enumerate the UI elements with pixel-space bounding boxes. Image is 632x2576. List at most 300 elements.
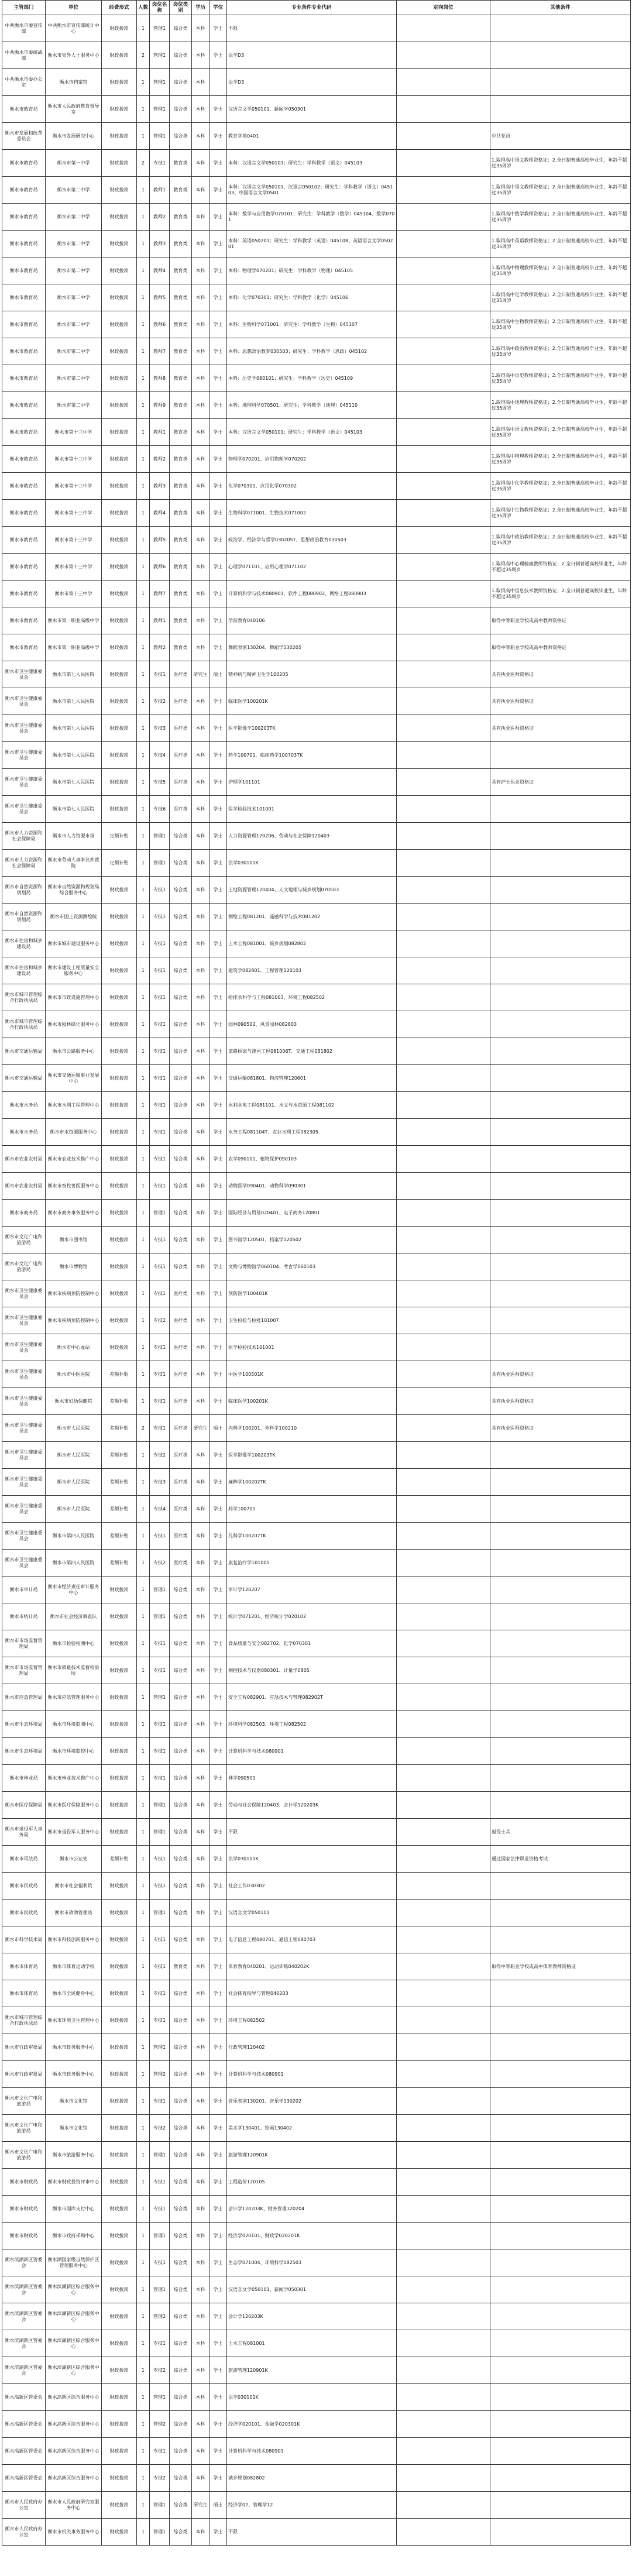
major-cell: 政治学、经济学与哲学030205T、思想政治教育030503 [227,527,397,554]
degree-cell: 学士 [209,2169,227,2196]
degree-cell: 学士 [209,1496,227,1523]
fund-cell: 财政拨款 [102,473,137,500]
post-code-cell: 专技1 [150,1873,170,1900]
other-conditions-cell [490,930,631,957]
fund-cell: 差额补贴 [102,1361,137,1388]
education-cell: 本科 [192,204,209,231]
count-cell: 1 [137,2438,150,2465]
post-category-cell: 综合类 [170,2007,192,2034]
post-category-cell: 医疗类 [170,1496,192,1523]
other-conditions-cell [490,1980,631,2007]
unit-cell: 衡水市财政投资评审中心 [46,2169,102,2196]
targeted-cell [397,1738,490,1765]
count-cell: 1 [137,1657,150,1684]
dept-cell: 衡水市教育局 [2,500,46,527]
targeted-cell [397,177,490,204]
targeted-cell [397,1361,490,1388]
dept-cell: 衡水市城市管理综合行政执法局 [2,984,46,1011]
education-cell: 本科 [192,1227,209,1253]
fund-cell: 财政拨款 [102,2223,137,2249]
dept-cell: 衡水市水务局 [2,1092,46,1119]
dept-cell: 衡水市交通运输局 [2,1038,46,1065]
post-category-cell: 综合类 [170,2276,192,2303]
major-cell: 医学影像学100203TK [227,715,397,742]
other-conditions-cell [490,1792,631,1819]
count-cell: 1 [137,204,150,231]
dept-cell: 衡水市卫生健康委员会 [2,1469,46,1496]
targeted-cell [397,957,490,984]
post-category-cell: 教育类 [170,581,192,607]
other-conditions-cell [490,1550,631,1576]
dept-cell: 衡水市农业农村局 [2,1173,46,1200]
targeted-cell [397,661,490,688]
post-category-cell: 综合类 [170,1738,192,1765]
targeted-cell [397,1684,490,1711]
education-cell: 本科 [192,527,209,554]
degree-cell: 学士 [209,284,227,311]
degree-cell: 硕士 [209,1415,227,1442]
other-conditions-cell: 1.取得高中政治教师资格证；2.全日制普通高校毕业生，年龄不超过35周岁 [490,338,631,365]
post-code-cell: 专技1 [150,1738,170,1765]
post-category-cell: 综合类 [170,2519,192,2546]
fund-cell: 财政拨款 [102,1173,137,1200]
count-cell: 1 [137,688,150,715]
education-cell: 本科 [192,877,209,904]
fund-cell: 差额补贴 [102,1550,137,1576]
fund-cell: 财政拨款 [102,904,137,930]
education-cell: 本科 [192,1334,209,1361]
degree-cell: 学士 [209,634,227,661]
dept-cell: 衡水市卫生健康委员会 [2,1361,46,1388]
table-row [2,554,631,581]
dept-cell: 衡水市市场监督管理局 [2,1657,46,1684]
fund-cell: 财政拨款 [102,1792,137,1819]
other-conditions-cell: 1.取得高中生物教师资格证；2.全日制普通高校毕业生，年龄不超过35周岁 [490,500,631,527]
unit-cell: 衡水高新区综合服务中心 [46,2411,102,2438]
count-cell: 1 [137,877,150,904]
major-cell: 儿科学100207TK [227,1523,397,1550]
table-row [2,150,631,177]
targeted-cell [397,1442,490,1469]
education-cell: 本科 [192,392,209,419]
degree-cell: 学士 [209,796,227,823]
education-cell: 本科 [192,769,209,796]
fund-cell: 财政拨款 [102,2115,137,2142]
other-conditions-cell [490,1469,631,1496]
degree-cell: 学士 [209,500,227,527]
count-cell: 1 [137,1550,150,1576]
dept-cell: 衡水高新区管委会 [2,2384,46,2411]
education-cell: 本科 [192,1200,209,1227]
other-conditions-cell: 1.取得高中数学教师资格证；2.全日制普通高校毕业生，年龄不超过35周岁 [490,204,631,231]
post-code-cell: 教师2 [150,634,170,661]
post-code-cell: 管理1 [150,2276,170,2303]
table-row [2,311,631,338]
post-code-cell: 专技6 [150,796,170,823]
fund-cell: 财政拨款 [102,2088,137,2115]
table-row [2,204,631,231]
table-header [2,1,631,15]
degree-cell: 学士 [209,1119,227,1146]
post-code-cell: 教师5 [150,527,170,554]
unit-cell: 衡水市第七人民医院 [46,769,102,796]
degree-cell: 学士 [209,1873,227,1900]
dept-cell: 衡水市人力资源和社会保障局 [2,850,46,877]
targeted-cell [397,984,490,1011]
degree-cell: 学士 [209,150,227,177]
unit-cell: 衡水市环境监控中心 [46,1738,102,1765]
count-cell: 1 [137,2384,150,2411]
post-code-cell: 专技1 [150,1146,170,1173]
unit-cell: 衡水市第二中学 [46,177,102,204]
count-cell: 1 [137,1846,150,1873]
dept-cell: 衡水市体育局 [2,1953,46,1980]
post-category-cell: 医疗类 [170,715,192,742]
count-cell: 1 [137,2061,150,2088]
dept-cell: 衡水市教育局 [2,311,46,338]
post-category-cell: 医疗类 [170,1469,192,1496]
count-cell: 1 [137,984,150,1011]
unit-cell: 衡水市自然资源和规划局综合服务中心 [46,877,102,904]
degree-cell: 学士 [209,1227,227,1253]
degree-cell: 学士 [209,1765,227,1792]
unit-cell: 衡水市第十三中学 [46,473,102,500]
count-cell: 1 [137,1388,150,1415]
count-cell: 1 [137,1630,150,1657]
other-conditions-cell: 1.取得高中历史教师资格证；2.全日制普通高校毕业生，年龄不超过35周岁 [490,365,631,392]
count-cell: 1 [137,2196,150,2223]
major-cell: 经济学020101、财政学020201K [227,2223,397,2249]
post-code-cell: 专技1 [150,1038,170,1065]
count-cell: 1 [137,1711,150,1738]
degree-cell: 学士 [209,2303,227,2330]
column-header: 主管部门 [2,1,46,15]
unit-cell: 衡水市交通运输事业发展中心 [46,1065,102,1092]
major-cell: 康复治疗学101005 [227,1550,397,1576]
fund-cell: 财政拨款 [102,1146,137,1173]
education-cell: 本科 [192,2438,209,2465]
degree-cell: 学士 [209,2357,227,2384]
post-category-cell: 医疗类 [170,1550,192,1576]
degree-cell: 学士 [209,2061,227,2088]
post-category-cell: 教育类 [170,527,192,554]
unit-cell: 衡水市中心血站 [46,1334,102,1361]
degree-cell: 学士 [209,823,227,850]
education-cell: 本科 [192,42,209,69]
major-cell: 水务工程081104T、农业水利工程082305 [227,1119,397,1146]
fund-cell: 财政拨款 [102,177,137,204]
other-conditions-cell [490,2519,631,2546]
fund-cell: 财政拨款 [102,150,137,177]
other-conditions-cell [490,1065,631,1092]
degree-cell: 学士 [209,2384,227,2411]
post-code-cell: 专技1 [150,1657,170,1684]
dept-cell: 衡水市教育局 [2,284,46,311]
other-conditions-cell [490,957,631,984]
table-row [2,1280,631,1307]
education-cell: 本科 [192,984,209,1011]
post-category-cell: 医疗类 [170,796,192,823]
other-conditions-cell: 退役士兵 [490,1819,631,1846]
degree-cell: 学士 [209,957,227,984]
unit-cell: 衡水市疾病预防控制中心 [46,1280,102,1307]
post-category-cell: 综合类 [170,2196,192,2223]
degree-cell: 学士 [209,1576,227,1603]
dept-cell: 衡水市体育局 [2,1980,46,2007]
targeted-cell [397,2169,490,2196]
post-code-cell: 专技1 [150,1765,170,1792]
fund-cell: 财政拨款 [102,1334,137,1361]
table-row [2,2357,631,2384]
major-cell: 临床医学100201K [227,688,397,715]
post-code-cell: 专技1 [150,2438,170,2465]
post-category-cell: 综合类 [170,1253,192,1280]
post-code-cell: 教师4 [150,500,170,527]
targeted-cell [397,1523,490,1550]
education-cell: 研究生 [192,1415,209,1442]
targeted-cell [397,2519,490,2546]
education-cell: 本科 [192,177,209,204]
major-cell: 计算机科学与技术080901 [227,2061,397,2088]
targeted-cell [397,1819,490,1846]
degree-cell: 学士 [209,1711,227,1738]
fund-cell: 财政拨款 [102,1011,137,1038]
post-category-cell: 医疗类 [170,1280,192,1307]
education-cell: 本科 [192,123,209,150]
count-cell: 1 [137,1953,150,1980]
education-cell: 本科 [192,1873,209,1900]
education-cell: 本科 [192,15,209,42]
unit-cell: 衡水市第二中学 [46,311,102,338]
table-row [2,392,631,419]
unit-cell: 衡水市科技创新服务中心 [46,1926,102,1953]
targeted-cell [397,1065,490,1092]
count-cell: 1 [137,1253,150,1280]
education-cell: 本科 [192,2411,209,2438]
targeted-cell [397,1953,490,1980]
major-cell: 护理学101101 [227,769,397,796]
degree-cell: 学士 [209,581,227,607]
count-cell: 2 [137,150,150,177]
degree-cell: 硕士 [209,2492,227,2519]
targeted-cell [397,850,490,877]
post-code-cell: 管理1 [150,69,170,96]
post-category-cell: 综合类 [170,69,192,96]
targeted-cell [397,500,490,527]
targeted-cell [397,473,490,500]
dept-cell: 衡水市教育局 [2,96,46,123]
major-cell: 体育教育040201、运动训练040202K [227,1953,397,1980]
targeted-cell [397,796,490,823]
education-cell: 本科 [192,419,209,446]
education-cell: 本科 [192,796,209,823]
table-row [2,257,631,284]
other-conditions-cell [490,2249,631,2276]
major-cell: 环境工程082502 [227,2007,397,2034]
unit-cell: 衡水市人民医院 [46,1415,102,1442]
other-conditions-cell: 1.取得高中地理教师资格证；2.全日制普通高校毕业生，年龄不超过35周岁 [490,392,631,419]
post-category-cell: 综合类 [170,2249,192,2276]
post-code-cell: 教师3 [150,231,170,257]
major-cell: 临床医学100201K [227,1388,397,1415]
targeted-cell [397,365,490,392]
count-cell: 1 [137,311,150,338]
table-row [2,2438,631,2465]
unit-cell: 衡水市政府采购中心 [46,2223,102,2249]
major-cell: 汉语言文学050101、新闻学050301 [227,2276,397,2303]
education-cell: 本科 [192,1819,209,1846]
table-row [2,1469,631,1496]
dept-cell: 衡水市教育局 [2,150,46,177]
education-cell: 本科 [192,1738,209,1765]
post-category-cell: 综合类 [170,123,192,150]
fund-cell: 财政拨款 [102,1900,137,1926]
targeted-cell [397,2249,490,2276]
major-cell: 动物医学090401、动物科学090301 [227,1173,397,1200]
post-category-cell: 教育类 [170,634,192,661]
education-cell: 本科 [192,634,209,661]
post-category-cell: 教育类 [170,257,192,284]
major-cell: 生物科学071001、生物技术071002 [227,500,397,527]
post-category-cell: 综合类 [170,1146,192,1173]
count-cell: 1 [137,904,150,930]
table-body [2,15,631,2546]
post-category-cell: 教育类 [170,392,192,419]
column-header: 岗位类别 [170,1,192,15]
fund-cell: 差额补贴 [102,1415,137,1442]
targeted-cell [397,1173,490,1200]
post-category-cell: 综合类 [170,984,192,1011]
degree-cell: 学士 [209,1550,227,1576]
other-conditions-cell: 1.取得高中语文教师资格证；2.全日制普通高校毕业生，年龄不超过35周岁 [490,150,631,177]
post-code-cell: 专技1 [150,1253,170,1280]
table-row [2,823,631,850]
dept-cell: 衡水市城市管理综合行政执法局 [2,2007,46,2034]
fund-cell: 财政拨款 [102,634,137,661]
targeted-cell [397,2492,490,2519]
post-code-cell: 专技1 [150,2196,170,2223]
table-row [2,1119,631,1146]
major-cell: 经济学02、管理学12 [227,2492,397,2519]
unit-cell: 衡水市第十三中学 [46,581,102,607]
targeted-cell [397,688,490,715]
count-cell: 1 [137,850,150,877]
post-code-cell: 管理1 [150,2384,170,2411]
education-cell: 本科 [192,1388,209,1415]
fund-cell: 财政拨款 [102,2196,137,2223]
dept-cell: 衡水市教育局 [2,607,46,634]
education-cell: 本科 [192,930,209,957]
table-row [2,2411,631,2438]
dept-cell: 衡水市卫生健康委员会 [2,661,46,688]
degree-cell: 学士 [209,2330,227,2357]
education-cell: 本科 [192,1119,209,1146]
unit-cell: 衡水市第一职业高级中学 [46,607,102,634]
post-code-cell: 专技1 [150,1011,170,1038]
dept-cell: 衡水滨湖新区管委会 [2,2357,46,2384]
targeted-cell [397,2438,490,2465]
post-category-cell: 综合类 [170,15,192,42]
count-cell: 1 [137,1173,150,1200]
dept-cell: 衡水市卫生健康委员会 [2,715,46,742]
unit-cell: 衡水市质量技术监督检验所 [46,1657,102,1684]
column-header: 单位 [46,1,102,15]
unit-cell: 衡水湖国家级自然保护区管理服务中心 [46,2249,102,2276]
dept-cell: 衡水市审计局 [2,1576,46,1603]
major-cell: 经济学020101、金融学020301K [227,2411,397,2438]
major-cell: 安全工程082901、应急技术与管理082902T [227,1684,397,1711]
dept-cell: 衡水市卫生健康委员会 [2,688,46,715]
post-category-cell: 医疗类 [170,1388,192,1415]
dept-cell: 衡水市农业农村局 [2,1146,46,1173]
unit-cell: 衡水市畜牧兽医服务中心 [46,1173,102,1200]
count-cell: 1 [137,1980,150,2007]
fund-cell: 财政拨款 [102,446,137,473]
major-cell: 本科：英语050201；研究生：学科教学（英语）045108、英语语言文学050201 [227,231,397,257]
post-code-cell: 管理1 [150,1900,170,1926]
post-code-cell: 管理1 [150,2142,170,2169]
other-conditions-cell: 具有执业医师资格证 [490,1415,631,1442]
post-category-cell: 综合类 [170,1819,192,1846]
other-conditions-cell [490,1603,631,1630]
dept-cell: 衡水市司法局 [2,1846,46,1873]
post-code-cell: 专技1 [150,1388,170,1415]
table-row [2,1980,631,2007]
education-cell: 本科 [192,904,209,930]
fund-cell: 定额补贴 [102,850,137,877]
dept-cell: 中共衡水市委办公室 [2,69,46,96]
post-category-cell: 综合类 [170,823,192,850]
major-cell: 法学D3 [227,69,397,96]
degree-cell: 学士 [209,1846,227,1873]
post-code-cell: 专技1 [150,1092,170,1119]
post-code-cell: 教师3 [150,473,170,500]
other-conditions-cell [490,1227,631,1253]
targeted-cell [397,1253,490,1280]
fund-cell: 财政拨款 [102,1953,137,1980]
unit-cell: 衡水市人民政府教育督导室 [46,96,102,123]
post-category-cell: 教育类 [170,473,192,500]
post-code-cell: 专技5 [150,769,170,796]
count-cell: 1 [137,2169,150,2196]
fund-cell: 财政拨款 [102,500,137,527]
unit-cell: 衡水市第七人民医院 [46,742,102,769]
count-cell: 1 [137,1227,150,1253]
education-cell: 本科 [192,1361,209,1388]
degree-cell: 学士 [209,688,227,715]
dept-cell: 衡水市医疗保障局 [2,1792,46,1819]
post-code-cell: 管理1 [150,2034,170,2061]
unit-cell: 衡水高新区综合服务中心 [46,2465,102,2492]
targeted-cell [397,1388,490,1415]
unit-cell: 衡水市文化馆 [46,2088,102,2115]
count-cell: 1 [137,473,150,500]
fund-cell: 财政拨款 [102,1092,137,1119]
education-cell: 本科 [192,150,209,177]
dept-cell: 衡水市住房和城乡建设局 [2,930,46,957]
education-cell: 本科 [192,1926,209,1953]
post-code-cell: 专技1 [150,1415,170,1442]
degree-cell: 学士 [209,311,227,338]
fund-cell: 财政拨款 [102,581,137,607]
targeted-cell [397,715,490,742]
dept-cell: 衡水市统计局 [2,1603,46,1630]
targeted-cell [397,2330,490,2357]
table-row [2,1334,631,1361]
unit-cell: 衡水市第十三中学 [46,419,102,446]
unit-cell: 衡水市第四人民医院 [46,1523,102,1550]
post-code-cell: 管理1 [150,1792,170,1819]
